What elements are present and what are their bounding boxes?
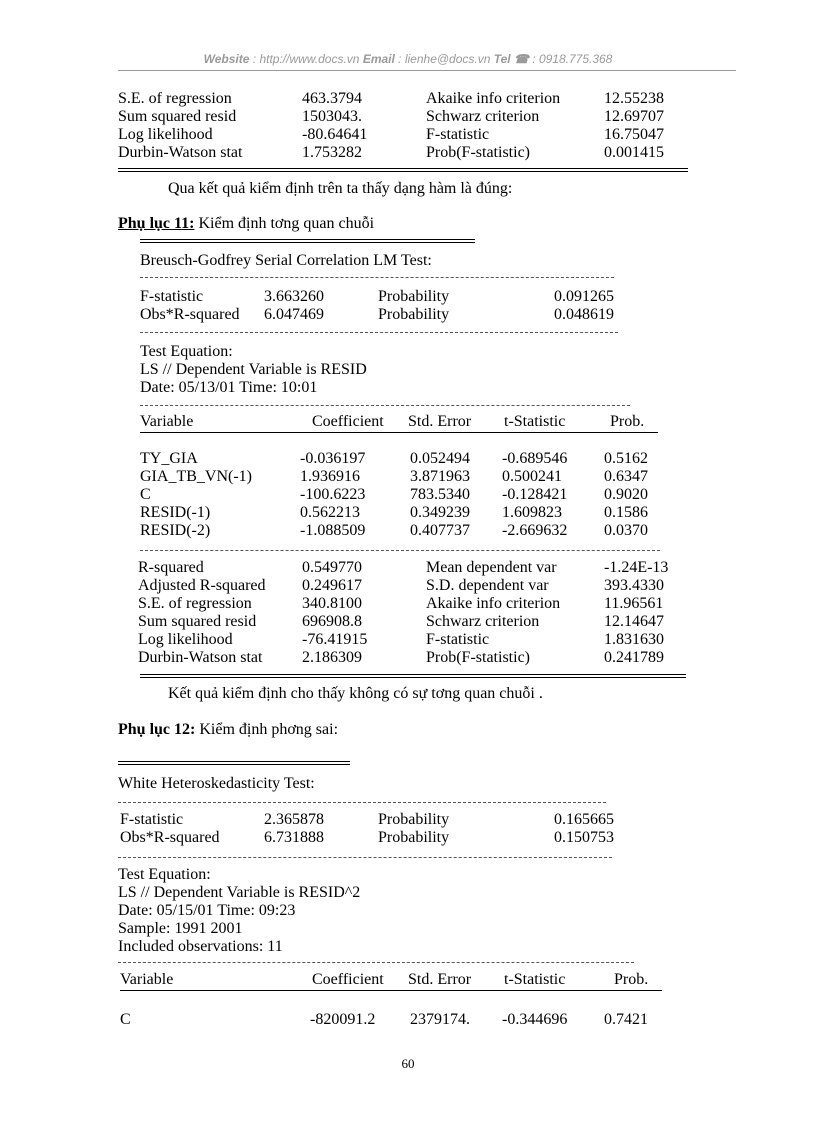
stat-label-2: Schwarz criterion bbox=[426, 108, 540, 125]
appendix-11-label: Phụ lục 11: bbox=[118, 215, 195, 232]
table-cell-2: 3.871963 bbox=[410, 468, 470, 485]
tel-label: Tel ☎ bbox=[493, 52, 529, 66]
probability-label: Probability bbox=[378, 829, 450, 846]
a12-eq-dep: LS // Dependent Variable is RESID^2 bbox=[118, 884, 361, 901]
table-cell-4: 0.9020 bbox=[604, 486, 648, 503]
table-cell-0: RESID(-1) bbox=[140, 504, 211, 521]
table-cell-2: 0.407737 bbox=[410, 522, 470, 539]
table-cell-1: -1.088509 bbox=[300, 522, 366, 539]
a12-eq-title: Test Equation: bbox=[118, 866, 211, 883]
stat-value-2: 12.55238 bbox=[604, 90, 664, 107]
probability-value: 0.048619 bbox=[554, 306, 614, 323]
a11-eq-dep: LS // Dependent Variable is RESID bbox=[140, 361, 367, 378]
table-cell-3: 0.500241 bbox=[502, 468, 562, 485]
test-row bbox=[0, 306, 816, 324]
table-row bbox=[0, 468, 816, 486]
dashed-rule bbox=[140, 405, 630, 406]
table-cell-3: -2.669632 bbox=[502, 522, 568, 539]
stat-label: R-squared bbox=[138, 559, 204, 576]
probability-value: 0.150753 bbox=[554, 829, 614, 846]
column-header-4: Prob. bbox=[614, 971, 649, 988]
table-cell-4: 0.1586 bbox=[604, 504, 648, 521]
stats-row bbox=[0, 595, 816, 613]
stat-label: S.E. of regression bbox=[118, 90, 232, 107]
column-header-0: Variable bbox=[140, 413, 194, 430]
stat-value: 0.549770 bbox=[302, 559, 362, 576]
a11-eq-date: Date: 05/13/01 Time: 10:01 bbox=[140, 379, 318, 396]
email-value: : lienhe@docs.vn bbox=[394, 52, 494, 66]
column-header-row bbox=[120, 970, 662, 991]
dashed-rule bbox=[118, 857, 612, 858]
column-header-4: Prob. bbox=[610, 413, 645, 430]
stat-value: 0.249617 bbox=[302, 577, 362, 594]
stat-value-2: 393.4330 bbox=[604, 577, 664, 594]
stat-label-2: Prob(F-statistic) bbox=[426, 649, 530, 666]
table-cell-2: 0.052494 bbox=[410, 450, 470, 467]
column-header-0: Variable bbox=[120, 971, 174, 988]
appendix-11-heading bbox=[118, 215, 374, 233]
stats-row bbox=[0, 649, 816, 667]
stat-label: Log likelihood bbox=[138, 631, 233, 648]
a11-eq-title: Test Equation: bbox=[140, 343, 233, 360]
table-cell-4: 0.5162 bbox=[604, 450, 648, 467]
a12-eq-sample: Sample: 1991 2001 bbox=[118, 920, 243, 937]
a11-conclusion: Kết quả kiểm định cho thấy không có sự tơng quan chuỗi . bbox=[168, 685, 543, 702]
stat-label-2: F-statistic bbox=[426, 126, 490, 143]
stat-label: Sum squared resid bbox=[118, 108, 237, 125]
table-cell-3: -0.128421 bbox=[502, 486, 568, 503]
table-cell-1: 1.936916 bbox=[300, 468, 360, 485]
tel-value: : 0918.775.368 bbox=[528, 52, 613, 66]
dashed-rule bbox=[140, 277, 614, 278]
test-value: 6.047469 bbox=[264, 306, 324, 323]
a12-eq-date: Date: 05/15/01 Time: 09:23 bbox=[118, 902, 296, 919]
stats-row bbox=[0, 144, 816, 162]
stat-value: -76.41915 bbox=[302, 631, 368, 648]
test-name: Obs*R-squared bbox=[120, 829, 220, 846]
test-row bbox=[0, 829, 816, 847]
stat-value: 340.8100 bbox=[302, 595, 362, 612]
appendix-11-test-name: Breusch-Godfrey Serial Correlation LM Test: bbox=[140, 252, 432, 269]
appendix-11-title: Kiểm định tơng quan chuỗi bbox=[194, 215, 375, 232]
appendix-12-title: Kiểm định phơng sai: bbox=[195, 721, 339, 738]
stat-label: S.E. of regression bbox=[138, 595, 252, 612]
stat-value-2: 11.96561 bbox=[604, 595, 664, 612]
stat-value: 463.3794 bbox=[302, 90, 362, 107]
dashed-rule bbox=[118, 802, 606, 803]
table-row bbox=[0, 1011, 816, 1029]
page-header bbox=[0, 52, 816, 66]
probability-value: 0.091265 bbox=[554, 288, 614, 305]
probability-label: Probability bbox=[378, 811, 450, 828]
table-cell-1: -100.6223 bbox=[300, 486, 366, 503]
table-cell-0: RESID(-2) bbox=[140, 522, 211, 539]
stats-row bbox=[0, 631, 816, 649]
stat-label-2: Schwarz criterion bbox=[426, 613, 540, 630]
column-header-1: Coefficient bbox=[312, 971, 384, 988]
stat-label: Durbin-Watson stat bbox=[138, 649, 263, 666]
table-cell-3: -0.689546 bbox=[502, 450, 568, 467]
stat-value-2: 0.001415 bbox=[604, 144, 664, 161]
column-header-3: t-Statistic bbox=[504, 413, 566, 430]
stats-row bbox=[0, 90, 816, 108]
double-rule bbox=[140, 674, 686, 678]
table-row bbox=[0, 522, 816, 540]
stat-label-2: Mean dependent var bbox=[426, 559, 557, 576]
email-label: Email bbox=[362, 52, 395, 66]
test-row bbox=[0, 811, 816, 829]
stat-value-2: 0.241789 bbox=[604, 649, 664, 666]
test-name: Obs*R-squared bbox=[140, 306, 240, 323]
appendix-12-test-name: White Heteroskedasticity Test: bbox=[118, 775, 315, 792]
dashed-rule bbox=[118, 962, 634, 963]
table-cell-4: 0.7421 bbox=[604, 1011, 648, 1028]
table-cell-0: C bbox=[140, 486, 151, 503]
table-cell-1: -820091.2 bbox=[310, 1011, 376, 1028]
test-name: F-statistic bbox=[140, 288, 204, 305]
column-header-2: Std. Error bbox=[408, 413, 472, 430]
table-cell-2: 783.5340 bbox=[410, 486, 470, 503]
stat-value: 696908.8 bbox=[302, 613, 362, 630]
dashed-rule bbox=[140, 550, 660, 551]
table-cell-0: TY_GIA bbox=[140, 450, 198, 467]
website-value: : http://www.docs.vn bbox=[249, 52, 363, 66]
table-cell-3: 1.609823 bbox=[502, 504, 562, 521]
table-cell-1: -0.036197 bbox=[300, 450, 366, 467]
stat-value: 1.753282 bbox=[302, 144, 362, 161]
column-header-2: Std. Error bbox=[408, 971, 472, 988]
stat-value-2: 1.831630 bbox=[604, 631, 664, 648]
test-name: F-statistic bbox=[120, 811, 184, 828]
table-row bbox=[0, 486, 816, 504]
stat-label-2: F-statistic bbox=[426, 631, 490, 648]
table-row bbox=[0, 504, 816, 522]
stat-label-2: Prob(F-statistic) bbox=[426, 144, 530, 161]
table-cell-4: 0.0370 bbox=[604, 522, 648, 539]
appendix-12-heading bbox=[118, 721, 338, 739]
page-number: 60 bbox=[401, 1056, 415, 1071]
stat-value: -80.64641 bbox=[302, 126, 368, 143]
appendix-12-label: Phụ lục 12: bbox=[118, 721, 196, 738]
table-cell-1: 0.562213 bbox=[300, 504, 360, 521]
probability-value: 0.165665 bbox=[554, 811, 614, 828]
column-header-row bbox=[140, 412, 658, 433]
stat-value-2: -1.24E-13 bbox=[604, 559, 669, 576]
table-cell-2: 2379174. bbox=[410, 1011, 470, 1028]
column-header-3: t-Statistic bbox=[504, 971, 566, 988]
website-label: Website bbox=[203, 52, 250, 66]
double-rule bbox=[118, 761, 350, 765]
table-cell-3: -0.344696 bbox=[502, 1011, 568, 1028]
stats-row bbox=[0, 126, 816, 144]
stats-row bbox=[0, 108, 816, 126]
double-rule bbox=[140, 239, 475, 243]
stat-value: 2.186309 bbox=[302, 649, 362, 666]
stat-label-2: Akaike info criterion bbox=[426, 595, 561, 612]
probability-label: Probability bbox=[378, 306, 450, 323]
table-cell-2: 0.349239 bbox=[410, 504, 470, 521]
double-rule bbox=[118, 168, 688, 172]
stat-label: Sum squared resid bbox=[138, 613, 257, 630]
test-row bbox=[0, 288, 816, 306]
stat-value-2: 16.75047 bbox=[604, 126, 664, 143]
test-value: 3.663260 bbox=[264, 288, 324, 305]
table-cell-0: GIA_TB_VN(-1) bbox=[140, 468, 252, 485]
header-rule bbox=[118, 70, 736, 71]
stats-row bbox=[0, 577, 816, 595]
column-header-1: Coefficient bbox=[312, 413, 384, 430]
table-cell-4: 0.6347 bbox=[604, 468, 648, 485]
test-value: 2.365878 bbox=[264, 811, 324, 828]
dashed-rule bbox=[140, 332, 618, 333]
probability-label: Probability bbox=[378, 288, 450, 305]
conclusion-1: Qua kết quả kiểm định trên ta thấy dạng hàm là đúng: bbox=[168, 180, 513, 197]
stats-row bbox=[0, 613, 816, 631]
a12-eq-obs: Included observations: 11 bbox=[118, 938, 283, 955]
stat-label: Log likelihood bbox=[118, 126, 213, 143]
stat-label-2: S.D. dependent var bbox=[426, 577, 549, 594]
stat-label-2: Akaike info criterion bbox=[426, 90, 561, 107]
stat-value-2: 12.69707 bbox=[604, 108, 664, 125]
table-cell-0: C bbox=[120, 1011, 131, 1028]
test-value: 6.731888 bbox=[264, 829, 324, 846]
stat-value: 1503043. bbox=[302, 108, 362, 125]
stat-label: Adjusted R-squared bbox=[138, 577, 266, 594]
stats-row bbox=[0, 559, 816, 577]
table-row bbox=[0, 450, 816, 468]
stat-label: Durbin-Watson stat bbox=[118, 144, 243, 161]
stat-value-2: 12.14647 bbox=[604, 613, 664, 630]
